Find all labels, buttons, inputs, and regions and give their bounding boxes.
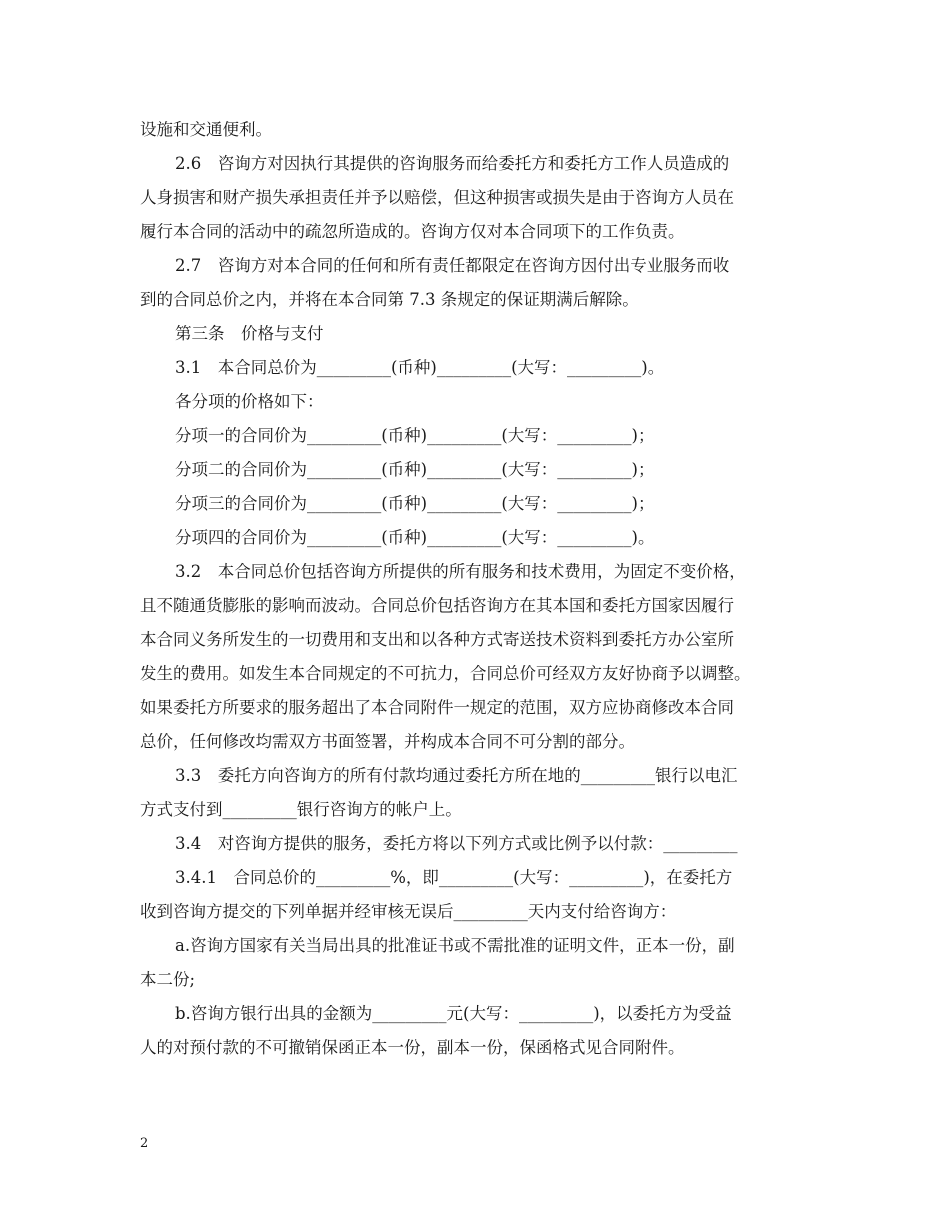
text-line: 第三条 价格与支付 xyxy=(175,324,324,343)
text-line: 到的合同总价之内，并将在本合同第 7.3 条规定的保证期满后解除。 xyxy=(140,290,639,309)
text-line: 设施和交通便利。 xyxy=(140,120,272,139)
text-line: 3.3 委托方向咨询方的所有付款均通过委托方所在地的_________银行以电汇 xyxy=(175,766,738,785)
text-line: 本合同义务所发生的一切费用和支出和以各种方式寄送技术资料到委托方办公室所 xyxy=(140,630,734,649)
text-line: 总价，任何修改均需双方书面签署，并构成本合同不可分割的部分。 xyxy=(140,732,635,751)
text-line: 分项四的合同价为_________(币种)_________(大写：_________)。 xyxy=(175,528,655,547)
text-line: 分项一的合同价为_________(币种)_________(大写：_________)； xyxy=(175,426,655,445)
text-line: 且不随通货膨胀的影响而波动。合同总价包括咨询方在其本国和委托方国家因履行 xyxy=(140,596,734,615)
text-line: 各分项的价格如下： xyxy=(175,392,324,411)
text-line: 人的对预付款的不可撤销保函正本一份，副本一份，保函格式见合同附件。 xyxy=(140,1038,685,1057)
page-number: 2 xyxy=(140,1136,149,1151)
text-line: 分项二的合同价为_________(币种)_________(大写：_________)； xyxy=(175,460,655,479)
text-line: 3.1 本合同总价为_________(币种)_________(大写：_________)。 xyxy=(175,358,665,377)
text-line: 3.4.1 合同总价的_________%，即_________(大写：_________)，在委托方 xyxy=(175,868,733,887)
document-body xyxy=(140,113,820,1065)
text-line: 2.7 咨询方对本合同的任何和所有责任都限定在咨询方因付出专业服务而收 xyxy=(175,256,730,275)
text-line: 收到咨询方提交的下列单据并经审核无误后_________天内支付给咨询方： xyxy=(140,902,677,921)
text-line: b.咨询方银行出具的金额为_________元(大写：_________)，以委托方为受益 xyxy=(175,1004,732,1023)
text-line: 方式支付到_________银行咨询方的帐户上。 xyxy=(140,800,462,819)
text-line: 3.4 对咨询方提供的服务，委托方将以下列方式或比例予以付款：_________ xyxy=(175,834,738,853)
text-line: 履行本合同的活动中的疏忽所造成的。咨询方仅对本合同项下的工作负责。 xyxy=(140,222,685,241)
text-line: 2.6 咨询方对因执行其提供的咨询服务而给委托方和委托方工作人员造成的 xyxy=(175,154,730,173)
text-line: 3.2 本合同总价包括咨询方所提供的所有服务和技术费用，为固定不变价格， xyxy=(175,562,746,581)
text-line: a.咨询方国家有关当局出具的批准证书或不需批准的证明文件，正本一份，副 xyxy=(175,936,735,955)
text-line: 本二份; xyxy=(140,970,196,989)
text-line: 发生的费用。如发生本合同规定的不可抗力，合同总价可经双方友好协商予以调整。 xyxy=(140,664,751,683)
text-line: 分项三的合同价为_________(币种)_________(大写：_________)； xyxy=(175,494,655,513)
text-line: 如果委托方所要求的服务超出了本合同附件一规定的范围，双方应协商修改本合同 xyxy=(140,698,734,717)
text-line: 人身损害和财产损失承担责任并予以赔偿，但这种损害或损失是由于咨询方人员在 xyxy=(140,188,734,207)
